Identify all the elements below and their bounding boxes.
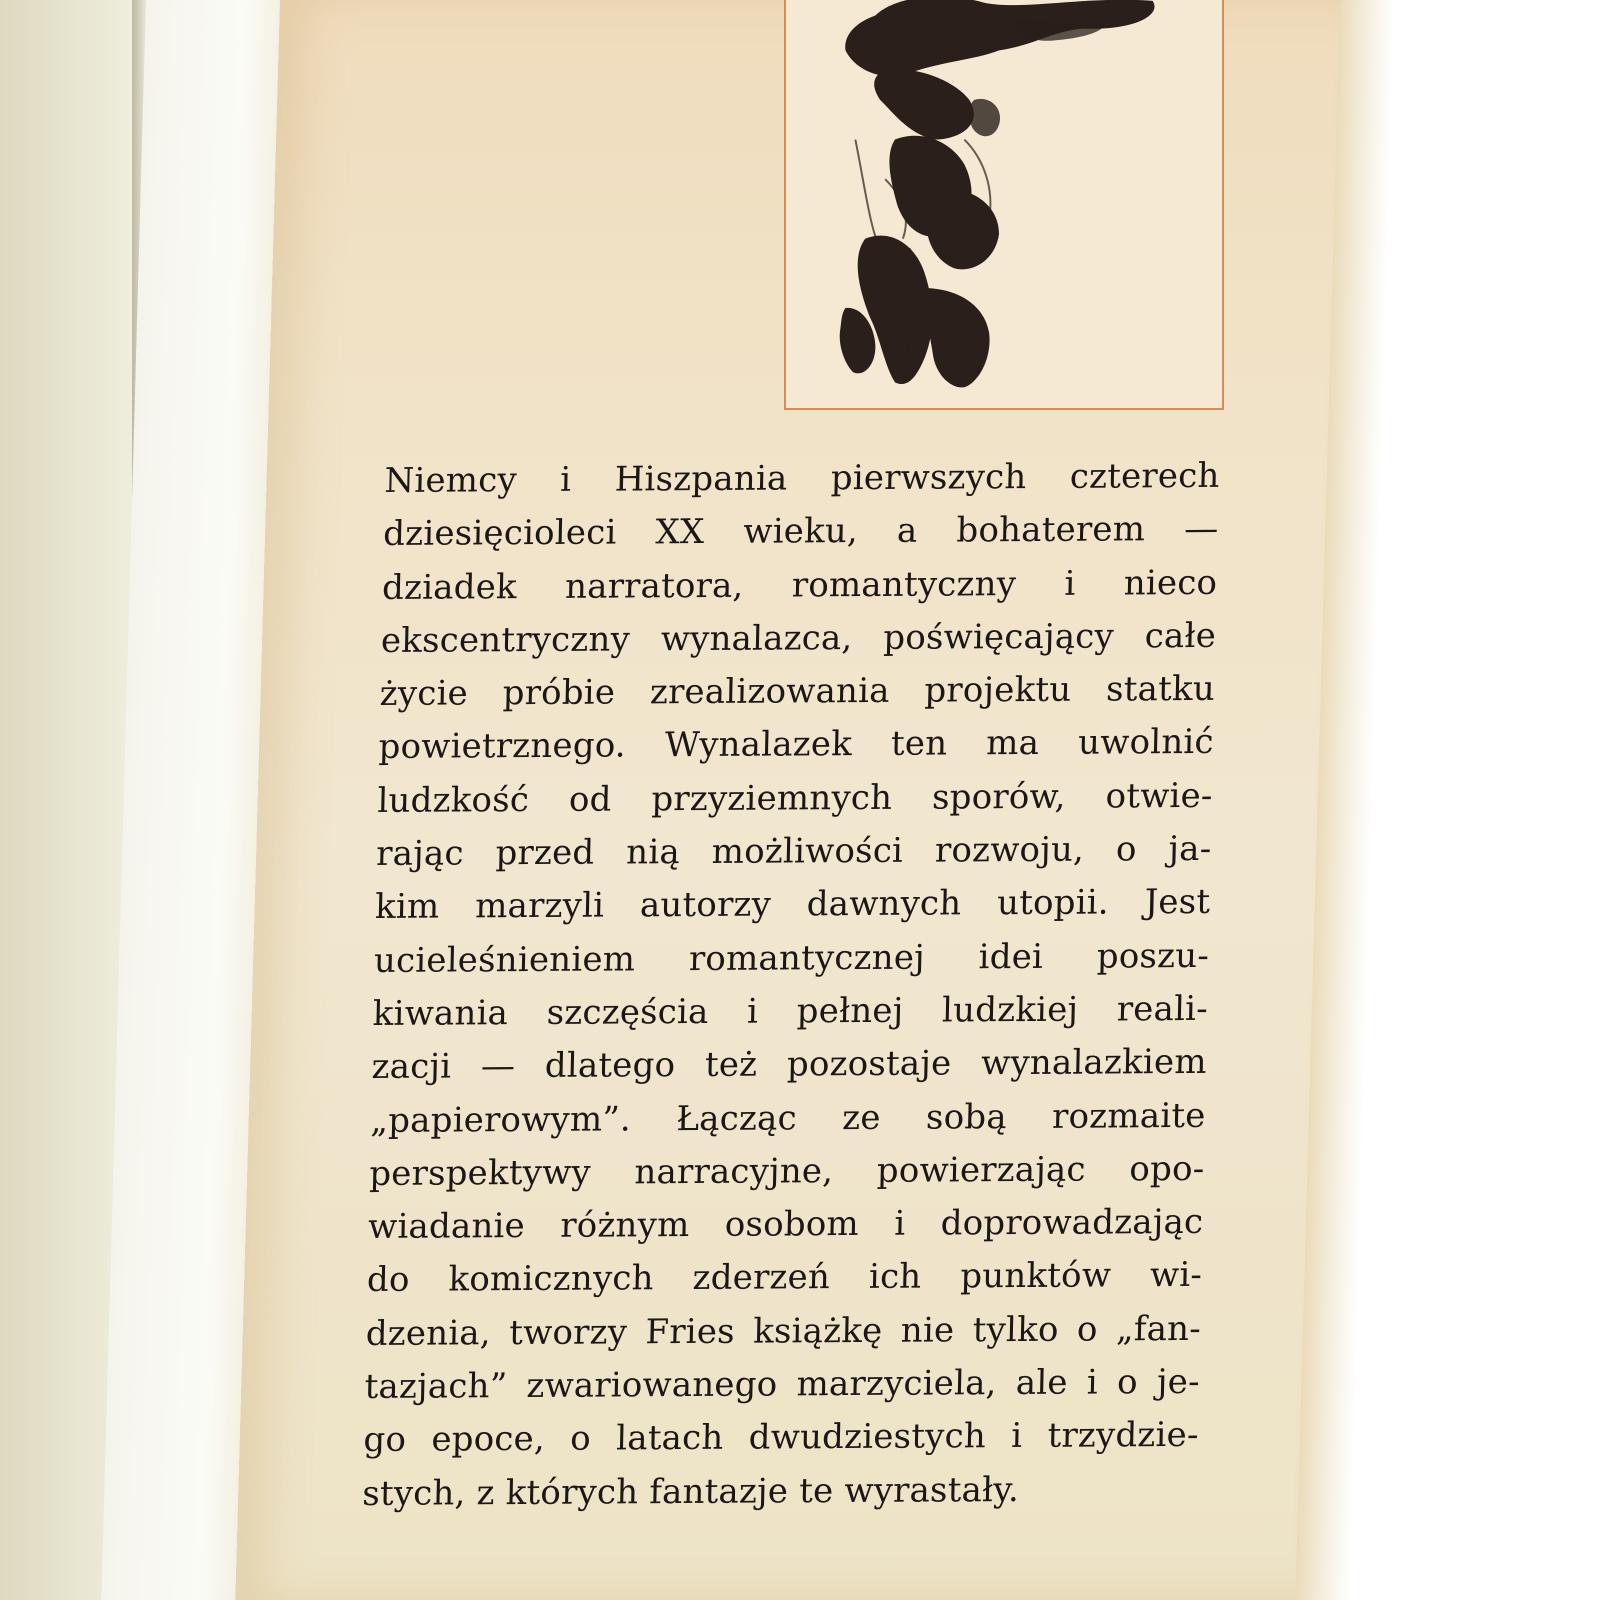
blurb-line: Niemcy i Hiszpania pierwszych czterech xyxy=(383,455,1220,501)
blurb-line: ludzkość od przyziemnych sporów, otwie- xyxy=(377,775,1214,821)
flap-blurb-text xyxy=(362,450,1220,1521)
blurb-line: tazjach” zwariowanego marzyciela, ale i o je- xyxy=(364,1361,1201,1408)
blurb-line: dziesięcioleci XX wieku, a bohaterem — xyxy=(382,509,1219,555)
blurb-line: rając przed nią możliwości rozwoju, o ja- xyxy=(375,828,1212,875)
illustration-stroke xyxy=(874,69,974,139)
blurb-line: wiadanie różnym osobom i doprowadzając xyxy=(367,1202,1204,1248)
blurb-line: ucieleśnieniem romantycznej idei poszu- xyxy=(373,935,1210,981)
illustration-stroke xyxy=(845,0,1154,76)
blurb-line: zacji — dlatego też pozostaje wynalazkiem xyxy=(371,1042,1208,1088)
blurb-line: go epoce, o latach dwudziestych i trzydzie- xyxy=(363,1415,1200,1461)
blurb-line: życie próbie zrealizowania projektu statku xyxy=(379,669,1216,715)
illustration-line xyxy=(855,140,880,249)
blurb-line: powietrznego. Wynalazek ten ma uwolnić xyxy=(378,722,1215,768)
illustration-stroke xyxy=(840,308,876,374)
illustration-stroke xyxy=(969,99,1000,136)
illustration-stroke xyxy=(926,188,999,269)
blurb-line: ekscentryczny wynalazca, poświęcający całe xyxy=(380,615,1217,661)
blurb-line: perspektywy narracyjne, powierzając opo- xyxy=(368,1148,1205,1194)
blurb-line: dziadek narratora, romantyczny i nieco xyxy=(381,562,1218,608)
illustration-frame xyxy=(784,0,1224,410)
blurb-line: do komicznych zderzeń ich punktów wi- xyxy=(366,1255,1203,1301)
blurb-line: kim marzyli autorzy dawnych utopii. Jest xyxy=(374,882,1211,928)
blurb-line: dzenia, tworzy Fries książkę nie tylko o „fan- xyxy=(365,1308,1202,1354)
blurb-line: stych, z których fantazje te wyrastały. xyxy=(361,1469,1020,1514)
figure-illustration xyxy=(786,0,1222,408)
illustration-stroke xyxy=(924,288,989,387)
blurb-line: „papierowym”. Łącząc ze sobą rozmaite xyxy=(370,1095,1207,1141)
blurb-line: kiwania szczęścia i pełnej ludzkiej reali- xyxy=(372,988,1209,1034)
